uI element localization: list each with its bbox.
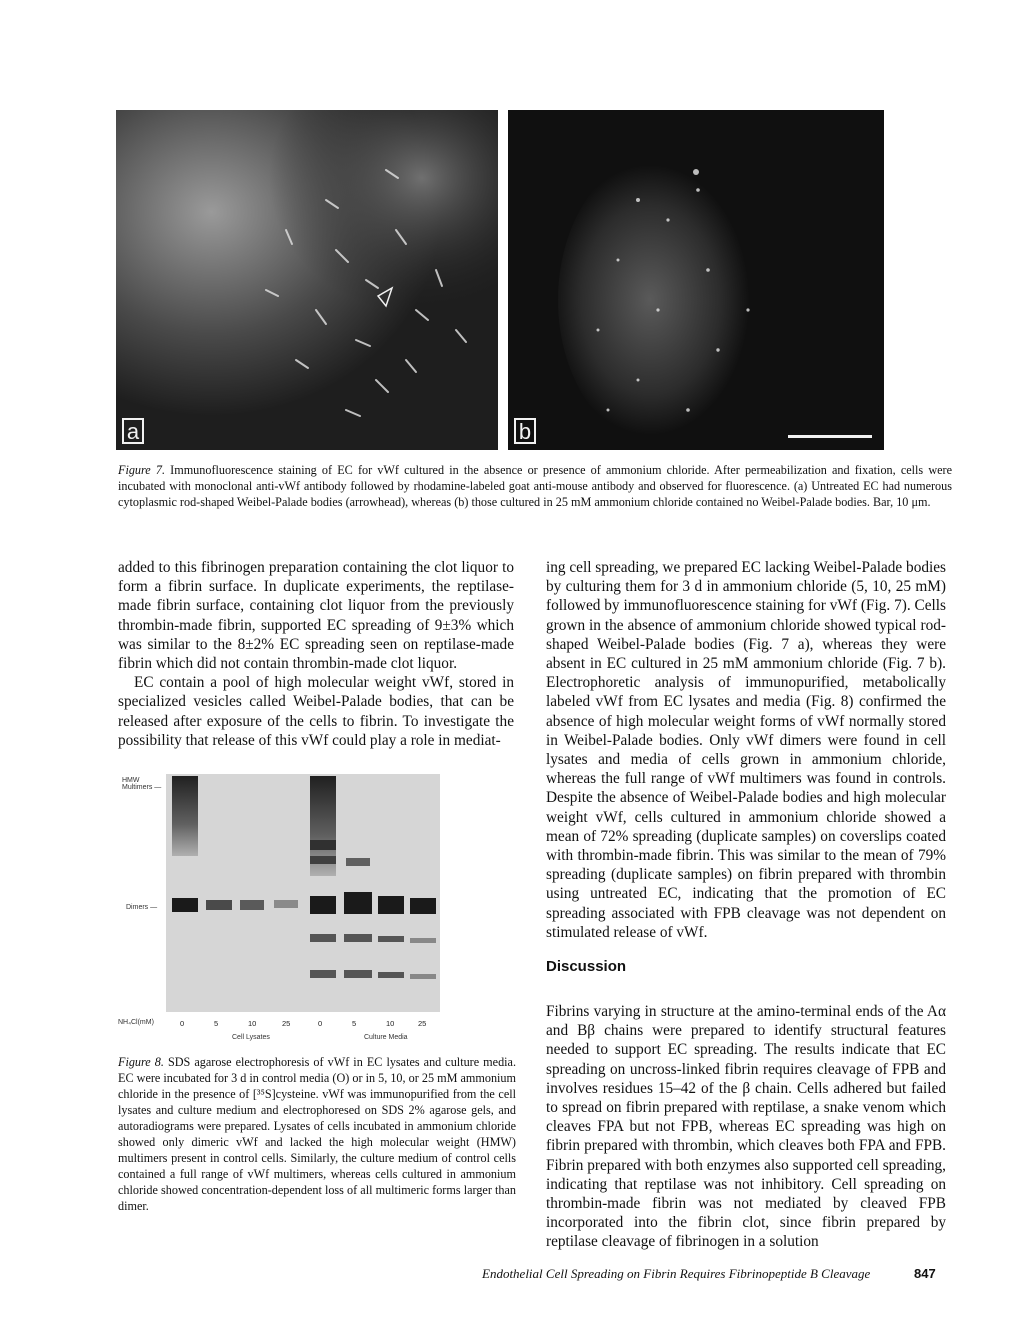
running-title: Endothelial Cell Spreading on Fibrin Requires Fibrinopeptide B Cleavage bbox=[482, 1266, 871, 1281]
lane-label: 25 bbox=[418, 1019, 427, 1028]
lane-label: 5 bbox=[214, 1019, 219, 1028]
figure7-caption bbox=[118, 462, 952, 510]
figure8-caption-label: Figure 8. bbox=[118, 1055, 164, 1069]
gel-bands bbox=[166, 774, 440, 1012]
discussion-heading: Discussion bbox=[546, 958, 627, 975]
figure7-caption-label: Figure 7. bbox=[118, 463, 166, 477]
lane-label: 10 bbox=[386, 1019, 395, 1028]
nh4cl-axis-label: NH₄Cl(mM) bbox=[118, 1019, 154, 1026]
dimers-label: Dimers — bbox=[126, 904, 158, 911]
gel-autoradiogram bbox=[166, 774, 440, 1012]
figure7-panel-b-micrograph bbox=[508, 110, 884, 450]
culture-media-group-label: Culture Media bbox=[364, 1034, 408, 1041]
discussion-text bbox=[546, 1002, 946, 1252]
hmw-multimers-label: HMW Multimers — bbox=[122, 777, 162, 791]
page-number: 847 bbox=[914, 1266, 936, 1281]
lane-label: 0 bbox=[180, 1019, 185, 1028]
lane-label: 5 bbox=[352, 1019, 357, 1028]
scale-bar bbox=[788, 435, 872, 438]
right-paragraph-1: ing cell spreading, we prepared EC lacking Weibel-Palade bodies by culturing them for 3 d in ammonium chloride (5, 10, 25 mM) followed by immunofluorescence staining for vWf (Fig. 7). Cells grown in the absence of ammonium chloride showed typical rod-shaped Weibel-Palade bodies (Fig. 7 a), whereas they were absent in EC cultured in 25 mM ammonium chloride (Fig. 7 b). Electrophoretic analysis of immunopurified, metabolically labeled vWf from EC lysates and media (Fig. 8) confirmed the absence of high molecular weight forms of vWf normally stored in Weibel-Palade bodies. Only vWf dimers were found in cell lysates and media of cells grown in ammonium chloride, whereas the full range of vWf multimers was found in controls. Despite the absence of Weibel-Palade bodies and high molecular weight vWf, cells cultured in ammonium chloride showed a mean of 72% spreading (duplicate samples) on coverslips coated with thrombin-made fibrin. This was similar to the mean of 79% spreading (duplicate samples) on fibrin prepared with thrombin using untreated EC, indicating that the promotion of EC spreading associated with FPB cleavage was not dependent on stimulated release of vWf. bbox=[546, 559, 946, 941]
cell-lysates-group-label: Cell Lysates bbox=[232, 1034, 270, 1041]
lane-label: 25 bbox=[282, 1019, 291, 1028]
panel-b-fluorescence-image bbox=[508, 110, 884, 450]
panel-a-letter: a bbox=[122, 418, 144, 444]
figure7-caption-text: Immunofluorescence staining of EC for vWf cultured in the absence or presence of ammonium chloride. After permeabilization and fixation, cells were incubated with monoclonal anti-vWf antibody followed by rhodamine-labeled goat anti-mouse antibody and observed for fluorescence. (a) Untreated EC had numerous cytoplasmic rod-shaped Weibel-Palade bodies (arrowhead), whereas (b) those cultured in 25 mM ammonium chloride contained no Weibel-Palade bodies. Bar, 10 μm. bbox=[118, 463, 952, 509]
figure7-panel-a-micrograph bbox=[116, 110, 498, 450]
left-paragraph-1: added to this fibrinogen preparation containing the clot liquor to form a fibrin surface. In duplicate experiments, the reptilase-made fibrin surface, containing clot liquor from the previously thrombin-made fibrin, supported EC spreading of 9±3% which was similar to the 8±2% EC spreading seen on reptilase-made fibrin which did not contain thrombin-made clot liquor. bbox=[118, 559, 514, 673]
left-paragraph-2: EC contain a pool of high molecular weight vWf, stored in specialized vesicles called Weibel-Palade bodies, that can be released after exposure of the cells to fibrin. To investigate the possibility that release of this vWf could play a role in mediat- bbox=[118, 674, 514, 749]
figure8-caption bbox=[118, 1054, 516, 1214]
panel-b-letter: b bbox=[514, 418, 536, 444]
panel-a-fluorescence-image bbox=[116, 110, 498, 450]
right-column-text bbox=[546, 558, 946, 942]
discussion-paragraph-1: Fibrins varying in structure at the amino-terminal ends of the Aα and Bβ chains were prepared to identify structural features needed to support EC spreading. The results indicate that EC spreading on uncross-linked fibrin requires cleavage of FPB and involves residues 15–42 of the β chain. Cells adhered but failed to spread on fibrin prepared with reptilase, a snake venom which cleaves FPA but not FPB, whereas EC spreading was high on fibrin prepared with thrombin, which cleaves both FPA and FPB. Fibrin prepared with both enzymes also supported cell spreading, indicating that reptilase was not inhibitory. Cell spreading on thrombin-made fibrin was not mediated by cleaved FPB incorporated into the fibrin clot, since fibrin prepared by reptilase cleavage of fibrinogen in a solution bbox=[546, 1003, 946, 1251]
figure8-caption-text: SDS agarose electrophoresis of vWf in EC lysates and culture media. EC were incubated for 3 d in control media (O) or in 5, 10, or 25 mM ammonium chloride in the presence of [³⁵S]cysteine. vWf was immunopurified from the cell lysates and culture medium and electrophoresed on SDS 2% agarose gels, and autoradiograms were prepared. Lysates of cells incubated in ammonium chloride showed only dimeric vWf and lacked the high molecular weight (HMW) multimers present in control cells. Similarly, the culture medium of control cells contained a full range of vWf multimers, whereas cells cultured in ammonium chloride showed concentration-dependent loss of all multimeric forms larger than dimer. bbox=[118, 1055, 517, 1213]
lane-label: 10 bbox=[248, 1019, 257, 1028]
lane-label: 0 bbox=[318, 1019, 323, 1028]
left-column-text bbox=[118, 558, 514, 750]
